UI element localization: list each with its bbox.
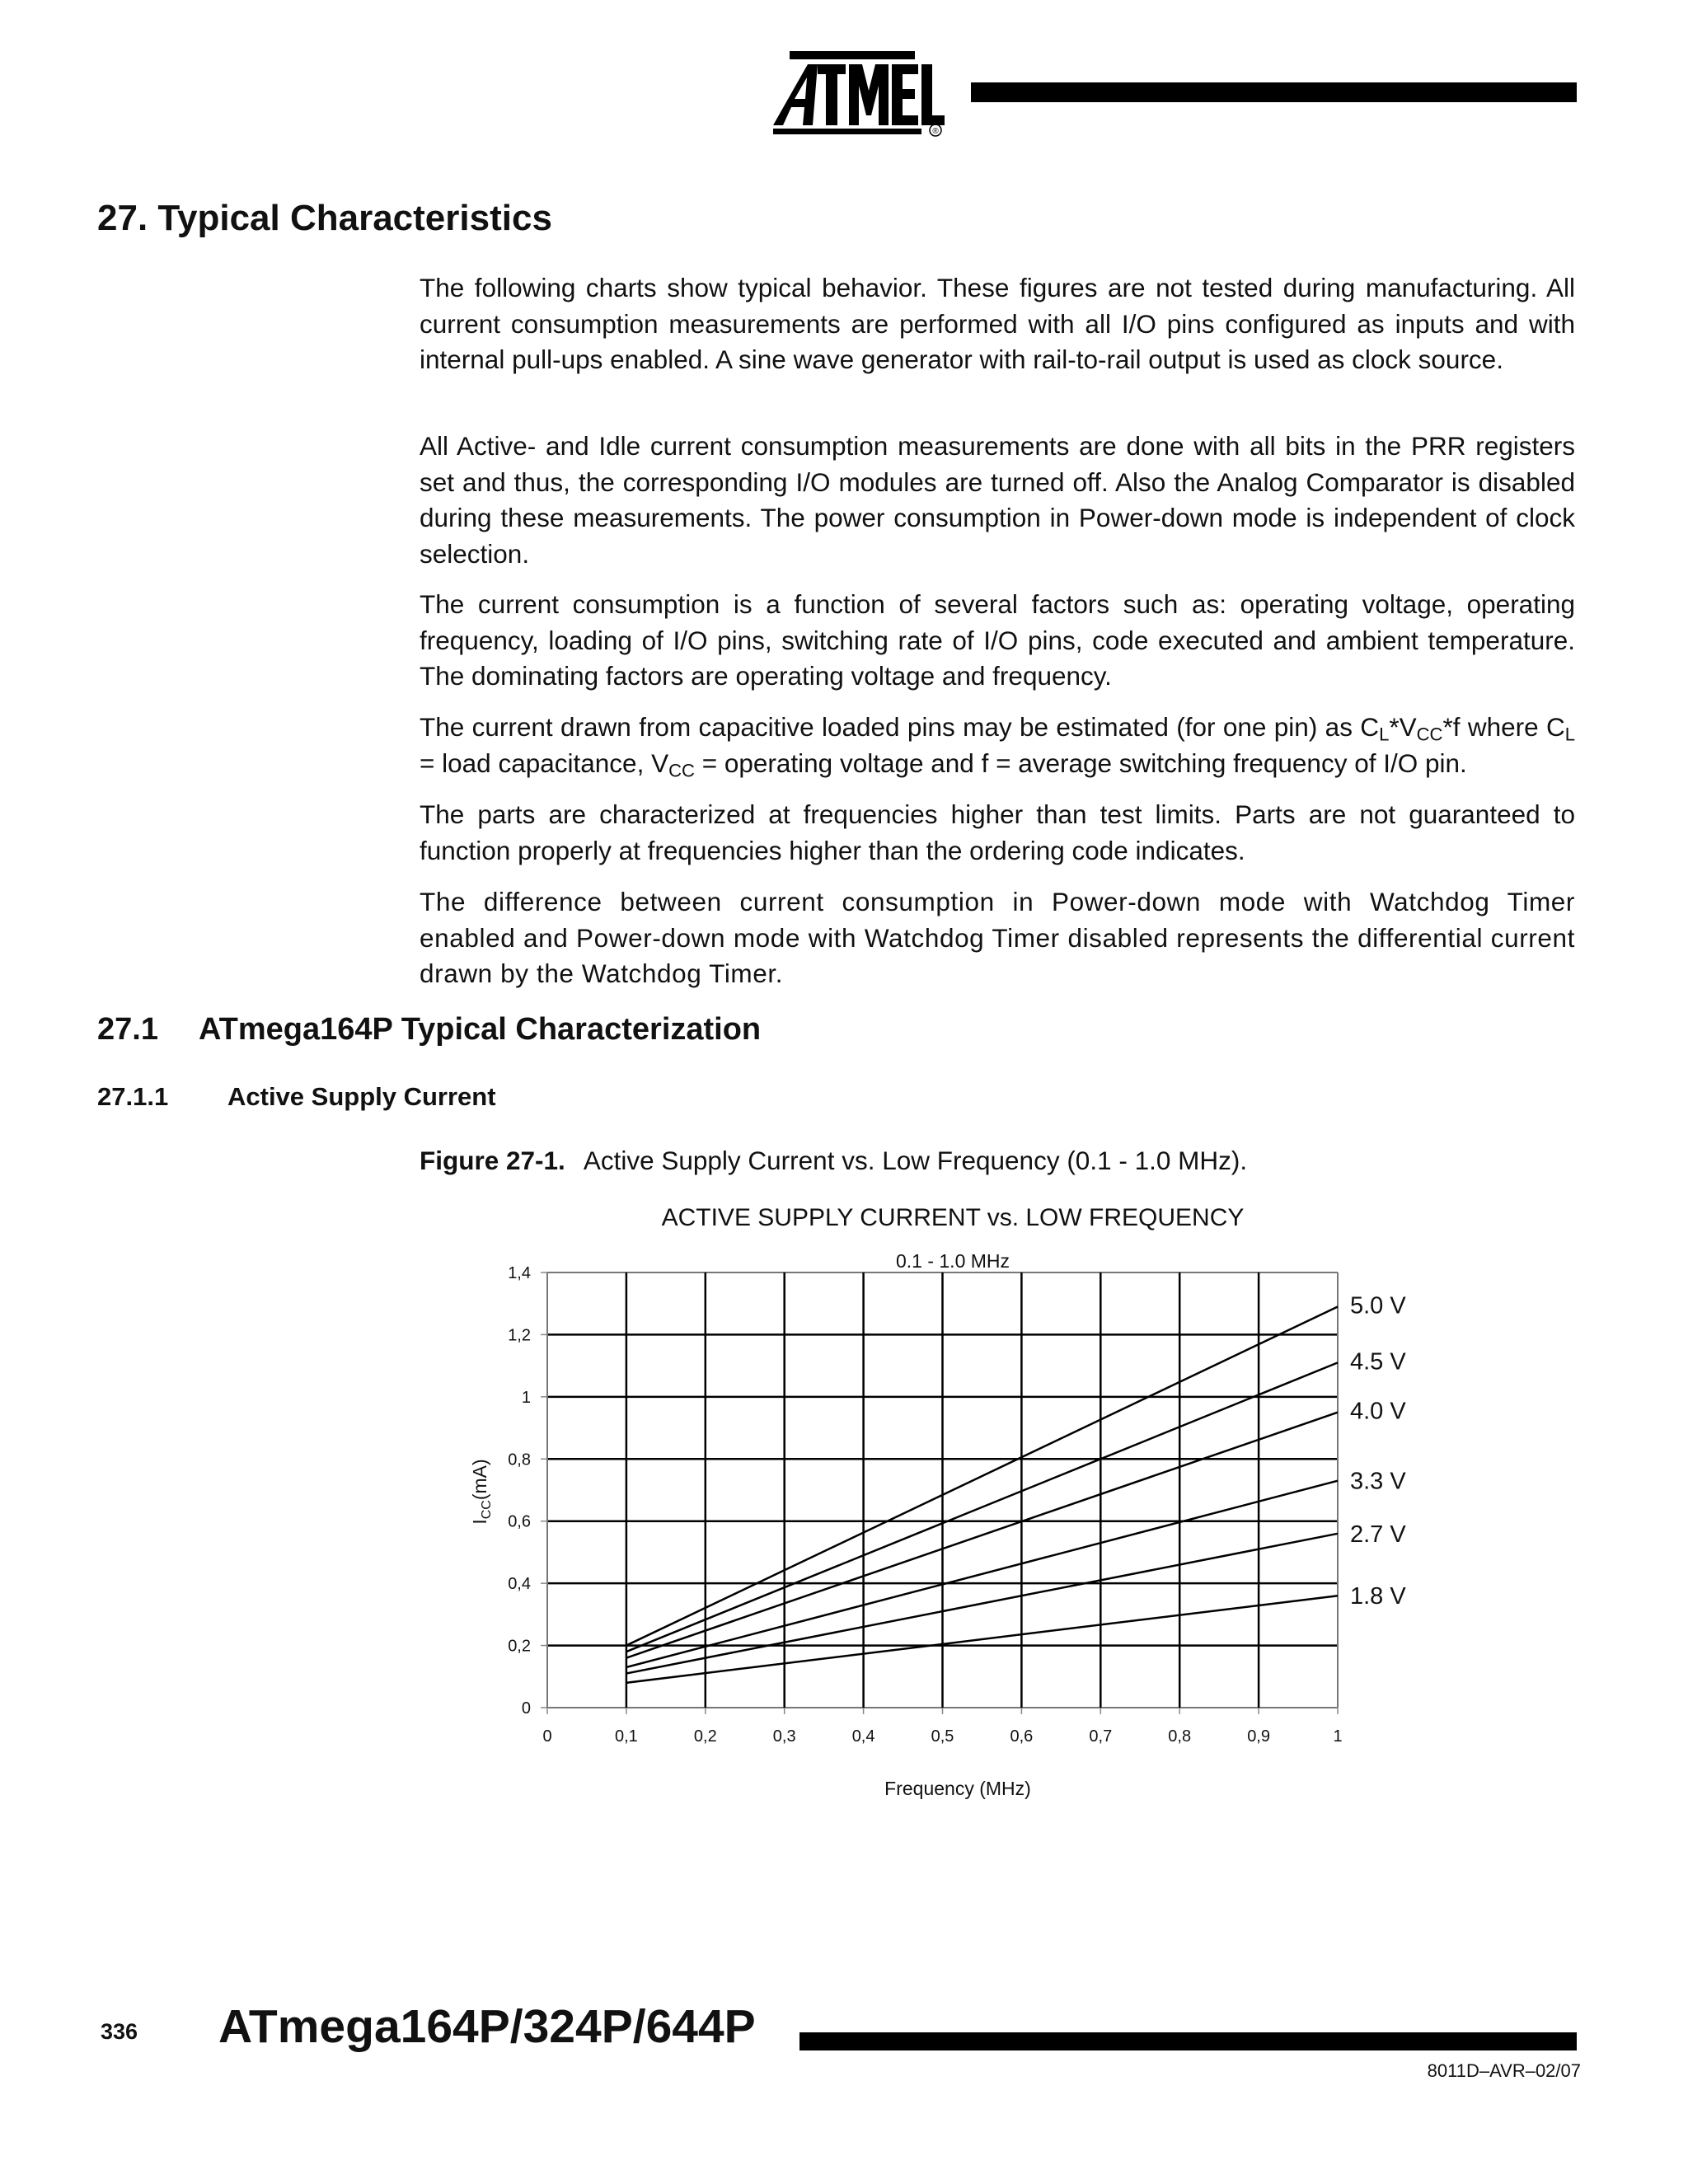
active-supply-current-chart [445,1195,1451,1813]
series-line-2-7-v [626,1534,1338,1674]
x-tick-label: 1 [1333,1727,1343,1746]
series-line-4-0-v [626,1413,1338,1658]
x-tick-label: 0,7 [1089,1727,1113,1746]
page-number: 336 [101,2019,138,2044]
series-label: 4.0 V [1350,1398,1406,1425]
header-rule [971,82,1577,102]
paragraph-4: The current drawn from capacitive loaded pins may be estimated (for one pin) as $C_L*V_{CC}*f$ where $C_L$ = load capacitance, $V_{CC}$ = operating voltage and f = average switching frequency of I/O pin. [420,712,1575,780]
series-label: 3.3 V [1350,1468,1406,1495]
y-tick-label: 1,4 [508,1264,531,1282]
subsection-title: 27.1 ATmega164P Typical Characterization [97,1012,762,1047]
x-tick-label: 0 [542,1727,552,1746]
section-title: 27. Typical Characteristics [97,198,552,238]
series-label: 1.8 V [1350,1583,1406,1610]
atmel-logo [767,49,950,137]
figure-label: Figure 27-1. [420,1146,565,1175]
paragraph-3: The current consumption is a function of several factors such as: operating voltage, operating frequency, loading of I/O pins, switching rate of I/O pins, code executed and ambient temperature. The dominating factors are operating voltage and frequency. [420,589,1575,691]
doc-reference: 8011D–AVR–02/07 [1427,2060,1581,2081]
footer-rule [799,2032,1577,2050]
chart-title: ACTIVE SUPPLY CURRENT vs. LOW FREQUENCY [661,1204,1245,1231]
series-labels [1350,1292,1406,1610]
logo-text: ATMEL [767,49,770,50]
registered-mark: ® [932,127,939,136]
paragraph-5: The parts are characterized at frequencies higher than test limits. Parts are not guaranteed to function properly at frequencies higher than the ordering code indicates. [420,799,1575,865]
paragraph-6: The difference between current consumption in Power-down mode with Watchdog Timer enabled and Power-down mode with Watchdog Timer disabled represents the differential current drawn by the Watchdog Timer. [420,887,1575,988]
chart-subtitle: 0.1 - 1.0 MHz [895,1250,1010,1272]
series-label: 4.5 V [1350,1348,1406,1376]
x-tick-label: 0,6 [1010,1727,1034,1746]
y-tick-label: 0,6 [508,1512,531,1531]
y-tick-label: 0 [521,1699,531,1718]
x-tick-label: 0,1 [614,1727,638,1746]
y-tick-label: 0,8 [508,1451,531,1469]
chart-grid [541,1272,1338,1714]
product-name: ATmega164P/324P/644P [218,2000,756,2053]
series-label: 2.7 V [1350,1521,1406,1548]
x-tick-label: 0,9 [1247,1727,1271,1746]
subsubsection-title: 27.1.1 Active Supply Current [97,1082,496,1111]
y-tick-label: 0,2 [508,1637,531,1656]
figure-caption-text: Active Supply Current vs. Low Frequency (0.1 - 1.0 MHz). [583,1146,1248,1175]
x-tick-label: 0,8 [1168,1727,1192,1746]
x-tick-label: 0,4 [851,1727,875,1746]
x-tick-label: 0,5 [931,1727,954,1746]
x-axis-label: Frequency (MHz) [884,1778,1031,1799]
y-axis-label: $I_{CC}(mA)$ [469,1459,494,1525]
figure-caption [420,1146,1247,1176]
series-label: 5.0 V [1350,1292,1406,1319]
y-tick-label: 0,4 [508,1575,531,1594]
series-line-5-0-v [626,1306,1338,1645]
y-tick-label: 1 [521,1388,531,1407]
y-tick-label: 1,2 [508,1326,531,1345]
y-tick-labels [508,1264,531,1718]
paragraph-2: All Active- and Idle current consumption measurements are done with all bits in the PRR registers set and thus, the corresponding I/O modules are turned off. Also the Analog Comparator is disabled during these measurements. The power consumption in Power-down mode is independent of clock selection. [420,431,1575,569]
x-tick-label: 0,3 [772,1727,796,1746]
chart-series [626,1306,1338,1682]
x-tick-label: 0,2 [693,1727,717,1746]
paragraph-1: The following charts show typical behavior. These figures are not tested during manufacturing. All current consumption measurements are performed with all I/O pins configured as inputs and with internal pull-ups enabled. A sine wave generator with rail-to-rail output is used as clock source. [420,273,1575,374]
x-tick-labels [542,1727,1342,1746]
